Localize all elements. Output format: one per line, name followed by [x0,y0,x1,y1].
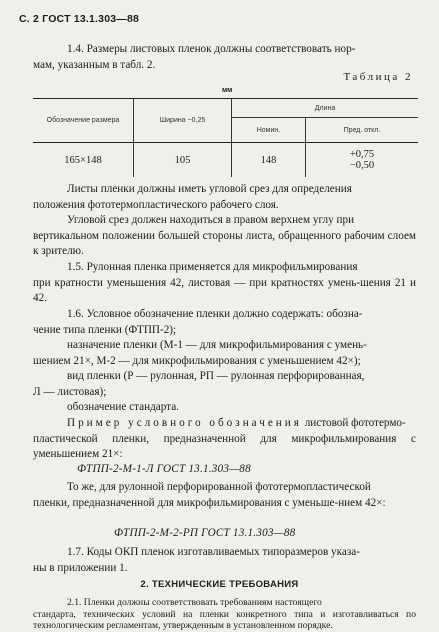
col-designation-header: Обозначение размера [33,99,134,143]
paragraph-angle-position [33,213,416,260]
table-row [33,143,418,178]
paragraph-text: при кратности уменьшения 42, листовая — при кратностях умень-шения 21 и 42. [33,276,416,305]
paragraph-text: мам, указанным в табл. 2. [33,58,156,71]
example-first-tail: листовой фототермо- [301,417,406,429]
paragraph-first-line: 1.6. Условное обозначение пленки должно содержать: обозна- [67,308,363,320]
section-title: 2. ТЕХНИЧЕСКИЕ ТРЕБОВАНИЯ [140,579,299,590]
table-unit: мм [222,87,233,94]
paragraph-text: ны в приложении 1. [33,561,128,574]
paragraph-1-4 [33,42,416,73]
paragraph-1-5 [33,260,416,307]
paragraph-example [33,416,416,463]
paragraph-first-line: То же, для рулонной перфорированной фототермопластической [67,481,371,493]
col-length-header: Длина [232,99,419,118]
paragraph-text: пластической пленки, предназначенной для микрофильмирования с уменьшением 21×: [33,432,416,461]
col-width-header: Ширина −0,25 [134,99,232,143]
example-heading: Пример условного обозначения [67,417,302,429]
cell-designation: 165×148 [64,154,102,166]
table-caption: Таблица 2 [343,71,413,83]
paragraph-purpose [33,338,416,369]
paragraph-first-line: 2.1. Пленки должны соответствовать требованиям настоящего [67,597,322,608]
paragraph-first-line: вид пленки (Р — рулонная, РП — рулонная перфорированная, [67,370,365,382]
paragraph-angle-cut [33,182,416,213]
paragraph-text: положения фототермопластического рабочего слоя. [33,198,279,211]
paragraph-first-line: Листы пленки должны иметь угловой срез для определения [67,183,352,195]
paragraph-standard [33,400,416,416]
paragraph-example-2 [33,480,416,511]
paragraph-1-6 [33,307,416,338]
formula-example-1: ФТПП-2-М-1-Л ГОСТ 13.1.303—88 [77,463,251,475]
page-header: С. 2 ГОСТ 13.1.303—88 [19,13,140,25]
paragraph-1-7 [33,545,416,576]
paragraph-text: пленки, предназначенной для микрофильмирования с уменьше-нием 42×: [33,496,386,509]
paragraph-text: Л — листовая); [33,385,107,398]
paragraph-first-line: 1.7. Коды ОКП пленок изготавливаемых типоразмеров указа- [67,546,360,558]
deviation-minus: −0,50 [349,160,375,171]
deviation-plus: +0,75 [349,149,375,160]
paragraph-first-line: 1.4. Размеры листовых пленок должны соответствовать нор- [67,43,356,55]
cell-width: 105 [134,143,232,178]
paragraph-text: стандарта, технических условий на пленки конкретного типа и изготавливаться по технологическим регламентам, утвержденным в установленном порядке. [33,608,416,631]
paragraph-text: чение типа пленки (ФТПП-2); [33,323,177,336]
cell-deviation [305,143,418,178]
example-first-line [33,416,416,432]
table-2 [33,98,418,177]
paragraph-first-line: назначение пленки (М-1 — для микрофильмирования с умень- [67,339,367,351]
paragraph-first-line: Угловой срез должен находиться в правом верхнем углу при [67,214,355,226]
cell-nominal: 148 [232,143,306,178]
paragraph-first-line: обозначение стандарта. [67,401,179,413]
paragraph-kind [33,369,416,400]
paragraph-text: вертикальном положении большей стороны листа, обращенного рабочим слоем к зрителю. [33,229,416,258]
paragraph-text: шением 21×, М-2 — для микрофильмирования с уменьшением 42×); [33,354,361,367]
paragraph-first-line: 1.5. Рулонная пленка применяется для микрофильмирования [67,261,358,273]
formula-example-2: ФТПП-2-М-2-РП ГОСТ 13.1.303—88 [114,527,296,539]
col-deviation-header: Пред. откл. [305,118,418,143]
col-nominal-header: Номин. [232,118,306,143]
paragraph-2-1 [33,597,416,632]
